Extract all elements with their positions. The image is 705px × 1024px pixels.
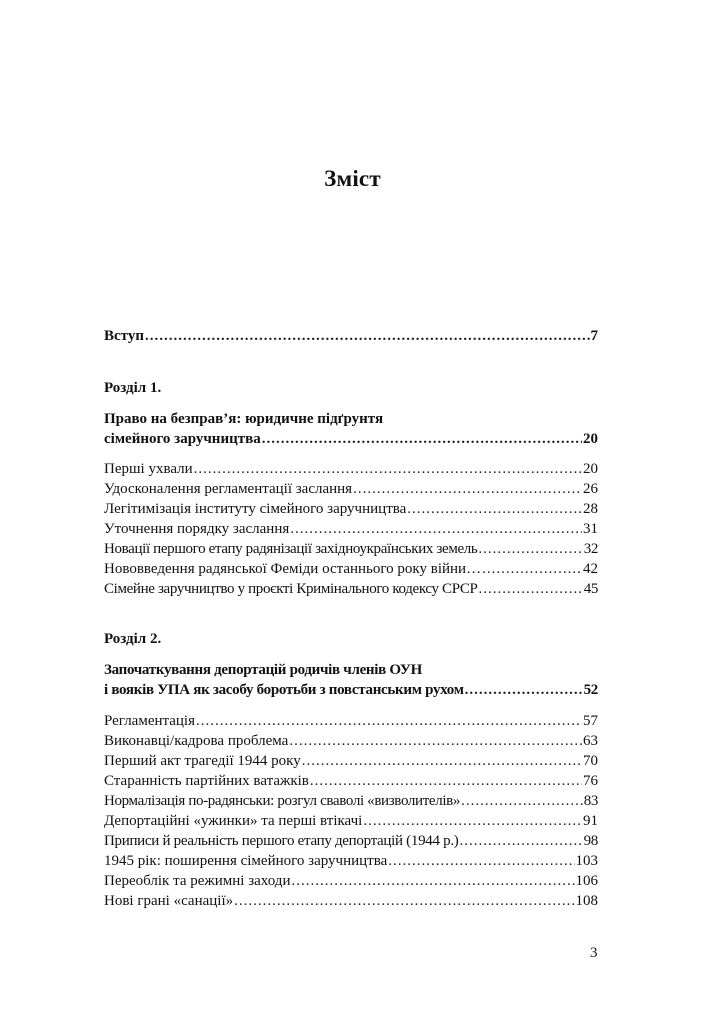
toc-entry-title: Новації першого етапу радянізації західноукраїнських земель <box>104 541 478 557</box>
dot-leader <box>363 811 582 831</box>
toc-entry-title: Удосконалення регламентації заслання <box>104 481 353 497</box>
toc-entry[interactable] <box>104 519 598 539</box>
toc-entry-title: Виконавці/кадрова проблема <box>104 733 289 749</box>
toc-entry-title: Легітимізація інституту сімейного заручництва <box>104 501 407 517</box>
toc-entry[interactable] <box>104 479 598 499</box>
toc-entry[interactable] <box>104 711 598 731</box>
toc-page-number: 106 <box>575 873 598 889</box>
toc-entry-title: Регламентація <box>104 713 196 729</box>
dot-leader <box>234 891 574 911</box>
toc-page-number: 26 <box>583 481 598 497</box>
toc-entry[interactable] <box>104 459 598 479</box>
toc-page-number: 20 <box>583 461 598 477</box>
toc-page-number: 31 <box>583 521 598 537</box>
toc-entry[interactable] <box>104 579 598 599</box>
toc-page-number: 103 <box>575 853 598 869</box>
dot-leader <box>459 831 582 851</box>
toc-entry-title: Перший акт трагедії 1944 року <box>104 753 301 769</box>
dot-leader <box>478 539 582 559</box>
toc-entry[interactable] <box>104 791 598 811</box>
section-1-heading[interactable] <box>104 429 598 449</box>
toc-page-number: 108 <box>575 893 598 909</box>
toc-entry-title: 1945 рік: поширення сімейного заручництва <box>104 853 388 869</box>
toc-entry-title: і вояків УПА як засобу боротьби з повстанським рухом <box>104 682 464 698</box>
toc-page-number: 28 <box>583 501 598 517</box>
dot-leader <box>145 326 590 346</box>
toc-entry-title: Приписи й реальність першого етапу депортацій (1944 р.) <box>104 833 459 849</box>
section-1-heading-line-1: Право на безправ’я: юридичне підґрунтя <box>104 411 384 427</box>
toc-entry[interactable] <box>104 831 598 851</box>
toc-page-number: 63 <box>583 733 598 749</box>
toc-entry[interactable] <box>104 871 598 891</box>
toc-entry[interactable] <box>104 731 598 751</box>
toc-entry-title: Уточнення порядку заслання <box>104 521 290 537</box>
toc-page-number: 91 <box>583 813 598 829</box>
toc-page-number: 32 <box>583 541 598 557</box>
dot-leader <box>262 429 582 449</box>
toc-page-number: 42 <box>583 561 598 577</box>
dot-leader <box>302 751 582 771</box>
toc-entry-title: Переоблік та режимні заходи <box>104 873 291 889</box>
dot-leader <box>291 871 574 891</box>
toc-page-number: 7 <box>590 328 598 344</box>
toc-page-number: 70 <box>583 753 598 769</box>
toc-entry-title: Нововведення радянської Феміди останнього року війни… <box>104 561 482 577</box>
toc-entry[interactable] <box>104 851 598 871</box>
section-2-label: Розділ 2. <box>104 631 162 647</box>
toc-page-number: 83 <box>583 793 598 809</box>
dot-leader <box>479 579 583 599</box>
toc-entry[interactable] <box>104 811 598 831</box>
dot-leader <box>461 791 583 811</box>
dot-leader <box>482 559 582 579</box>
page-title: Зміст <box>324 166 381 191</box>
dot-leader <box>353 479 582 499</box>
dot-leader <box>196 711 582 731</box>
page-number: 3 <box>590 945 598 961</box>
toc-entry-intro[interactable] <box>104 326 598 346</box>
dot-leader <box>407 499 582 519</box>
dot-leader <box>194 459 582 479</box>
toc-entry-title: Старанність партійних ватажків <box>104 773 309 789</box>
toc-entry-title: Вступ <box>104 328 144 344</box>
toc-entry-title: Сімейне заручництво у проєкті Кримінального кодексу СРСР <box>104 581 478 597</box>
toc-page-number: 45 <box>583 581 598 597</box>
dot-leader <box>290 519 582 539</box>
toc-entry[interactable] <box>104 539 598 559</box>
toc-entry[interactable] <box>104 751 598 771</box>
toc-entry[interactable] <box>104 891 598 911</box>
toc-entry-title: сімейного заручництва <box>104 431 261 447</box>
toc-entry-title: Нові грані «санації» <box>104 893 234 909</box>
dot-leader <box>310 771 582 791</box>
toc-entry[interactable] <box>104 771 598 791</box>
toc-page-number: 98 <box>583 833 598 849</box>
section-2-heading-line-1: Започаткування депортацій родичів членів ОУН <box>104 662 422 678</box>
dot-leader <box>388 851 574 871</box>
toc-page-number: 57 <box>583 713 598 729</box>
toc-page-number: 20 <box>583 431 598 447</box>
toc-entry[interactable] <box>104 559 598 579</box>
toc-page-number: 52 <box>583 682 598 698</box>
toc-entry-title: Депортаційні «ужинки» та перші втікачі <box>104 813 363 829</box>
toc-page-number: 76 <box>583 773 598 789</box>
dot-leader <box>289 731 582 751</box>
toc-entry-title: Перші ухвали <box>104 461 193 477</box>
section-2-heading[interactable] <box>104 680 598 700</box>
section-1-label: Розділ 1. <box>104 380 162 396</box>
toc-entry-title: Нормалізація по-радянськи: розгул сваволі «визволителів» <box>104 793 461 809</box>
dot-leader <box>465 680 583 700</box>
toc-entry[interactable] <box>104 499 598 519</box>
